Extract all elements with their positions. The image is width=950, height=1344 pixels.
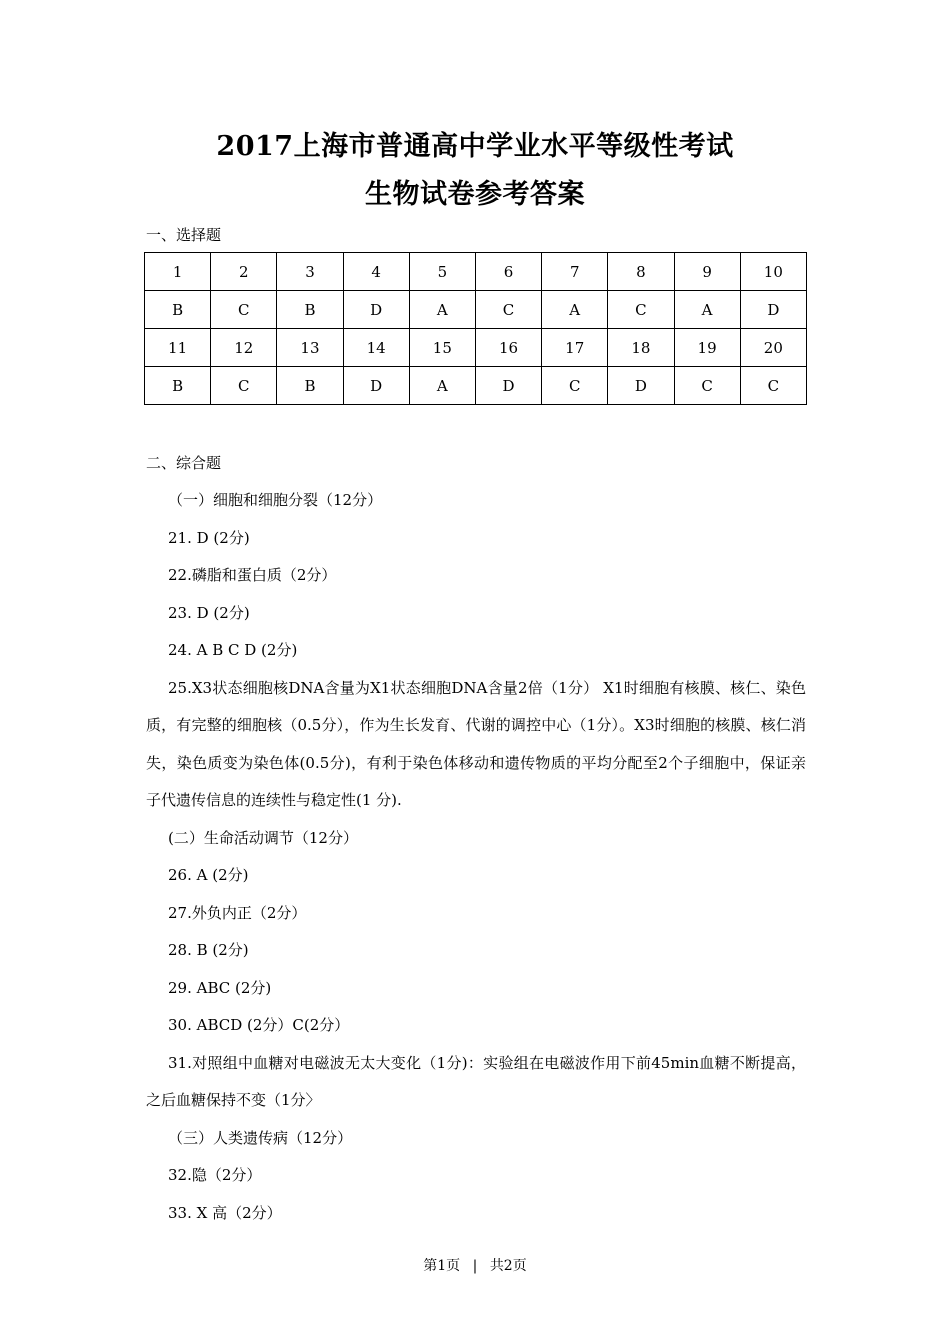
question-number-cell: 20: [740, 329, 806, 367]
answer-cell: B: [145, 367, 211, 405]
question-number-cell: 7: [542, 253, 608, 291]
question-number-cell: 6: [475, 253, 541, 291]
answer-cell: A: [409, 367, 475, 405]
part-heading: (二）生命活动调节（12分）: [168, 828, 358, 847]
answer-cell: C: [211, 291, 277, 329]
answer-cell: C: [475, 291, 541, 329]
answer-line: 27.外负内正（2分）: [168, 903, 307, 922]
answer-cell: D: [740, 291, 806, 329]
answer-cell: C: [674, 367, 740, 405]
answer-line: 29. ABC (2分): [168, 978, 272, 997]
answer-line: 23. D (2分): [168, 603, 250, 622]
question-number-row: [145, 253, 807, 291]
page-number: 第1页: [423, 1258, 461, 1274]
comprehensive-answers: [146, 482, 806, 1232]
footer-separator: |: [472, 1258, 478, 1274]
answer-paragraph: 31.对照组中血糖对电磁波无太大变化（1分)：实验组在电磁波作用下前45min血糖不断提高，之后血糖保持不变（1分〉: [146, 1053, 806, 1109]
question-number-cell: 12: [211, 329, 277, 367]
answer-cell: A: [674, 291, 740, 329]
answer-cell: D: [343, 367, 409, 405]
answer-line: 32.隐（2分）: [168, 1166, 262, 1184]
question-number-cell: 15: [409, 329, 475, 367]
question-number-cell: 8: [608, 253, 674, 291]
answer-row: [145, 367, 807, 405]
question-number-cell: 10: [740, 253, 806, 291]
answer-cell: A: [542, 291, 608, 329]
answer-line: 30. ABCD (2分）C(2分）: [168, 1016, 350, 1034]
question-number-row: [145, 329, 807, 367]
exam-subtitle: 生物试卷参考答案: [365, 179, 585, 210]
section-heading-choice: 一、选择题: [146, 226, 222, 244]
answer-cell: C: [740, 367, 806, 405]
answer-cell: A: [409, 291, 475, 329]
question-number-cell: 11: [145, 329, 211, 367]
part-heading: （三）人类遗传病（12分）: [168, 1128, 353, 1147]
answer-row: [145, 291, 807, 329]
question-number-cell: 4: [343, 253, 409, 291]
question-number-cell: 9: [674, 253, 740, 291]
answer-line: 28. B (2分): [168, 941, 249, 959]
answer-cell: D: [475, 367, 541, 405]
exam-title: 2017上海市普通高中学业水平等级性考试: [216, 131, 734, 162]
answer-line: 22.磷脂和蛋白质（2分）: [168, 566, 337, 584]
question-number-cell: 3: [277, 253, 343, 291]
answer-cell: C: [211, 367, 277, 405]
answer-cell: B: [277, 367, 343, 405]
answer-cell: D: [608, 367, 674, 405]
question-number-cell: 19: [674, 329, 740, 367]
answer-line: 33. X 高（2分）: [168, 1203, 282, 1222]
question-number-cell: 2: [211, 253, 277, 291]
answer-cell: B: [145, 291, 211, 329]
question-number-cell: 14: [343, 329, 409, 367]
part-heading: （一）细胞和细胞分裂（12分）: [168, 491, 383, 509]
answer-cell: C: [542, 367, 608, 405]
answer-line: 21. D (2分): [168, 528, 250, 547]
answer-line: 24. A B C D (2分): [168, 641, 298, 659]
answer-line: 26. A (2分): [168, 866, 249, 884]
question-number-cell: 13: [277, 329, 343, 367]
answer-cell: B: [277, 291, 343, 329]
section-heading-comprehensive: 二、综合题: [146, 454, 222, 472]
question-number-cell: 1: [145, 253, 211, 291]
answer-cell: C: [608, 291, 674, 329]
page-footer: [0, 1255, 950, 1275]
answer-cell: D: [343, 291, 409, 329]
answer-paragraph: 25.X3状态细胞核DNA含量为X1状态细胞DNA含量2倍（1分） X1时细胞有核膜、核仁、染色质，有完整的细胞核（0.5分），作为生长发育、代谢的调控中心（1分）。X3时细胞的核膜、核仁消失，染色质变为染色体(0.5分)，有利于染色体移动和遗传物质的平均分配至2个子细胞中，保证亲子代遗传信息的连续性与稳定性(1 分).: [146, 678, 806, 809]
question-number-cell: 18: [608, 329, 674, 367]
question-number-cell: 5: [409, 253, 475, 291]
page-total: 共2页: [489, 1258, 527, 1274]
question-number-cell: 17: [542, 329, 608, 367]
question-number-cell: 16: [475, 329, 541, 367]
answer-table: [144, 252, 807, 405]
